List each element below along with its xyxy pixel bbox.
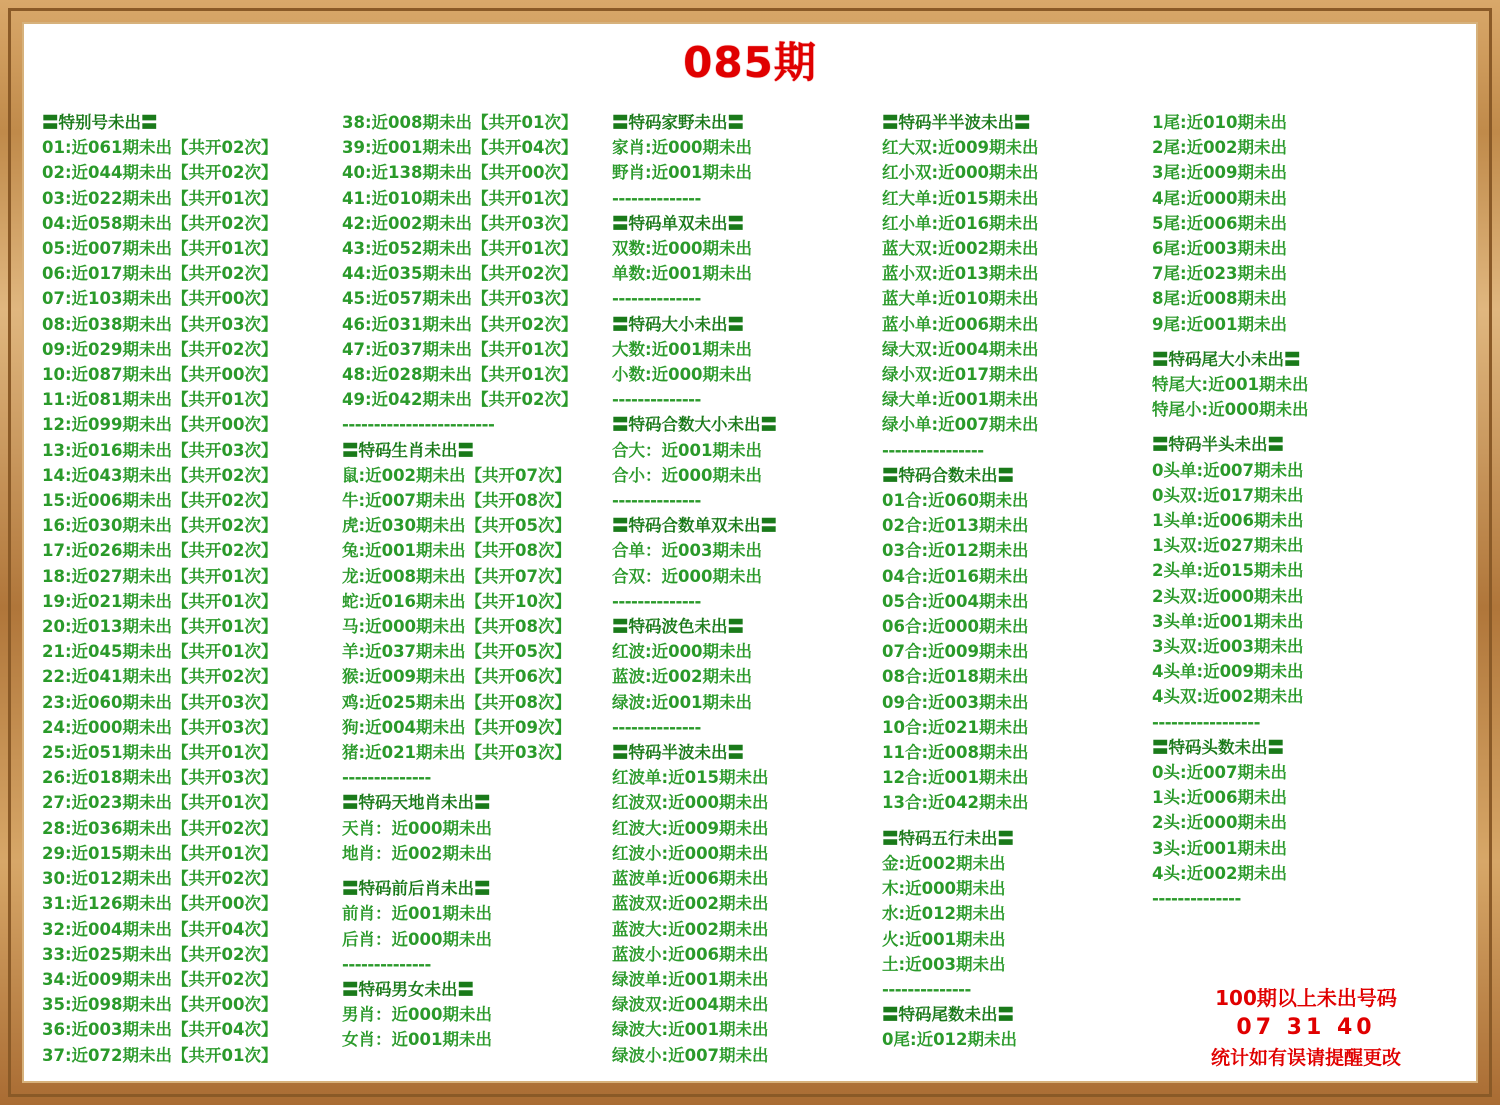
stat-line: 16:近030期未出【共开02次】 [42, 516, 278, 536]
stat-line: 绿波:近001期未出 [612, 692, 753, 712]
stat-line: 5尾:近006期未出 [1152, 213, 1288, 233]
divider-dashes: ----------------- [1152, 712, 1260, 732]
section-header: 〓特码大小未出〓 [612, 314, 744, 334]
stat-line: 红波单:近015期未出 [612, 768, 769, 788]
stat-line: 红波双:近000期未出 [612, 793, 769, 813]
stat-line: 后肖：近000期未出 [342, 929, 492, 949]
divider-dashes: ---------------- [882, 440, 984, 460]
column-4 [882, 110, 1152, 1077]
stat-line: 01合:近060期未出 [882, 491, 1029, 511]
stat-line: 牛:近007期未出【共开08次】 [342, 491, 572, 511]
stat-line: 04合:近016期未出 [882, 566, 1029, 586]
stat-line: 蓝波双:近002期未出 [612, 894, 769, 914]
stat-line: 19:近021期未出【共开01次】 [42, 591, 278, 611]
stat-line: 3头:近001期未出 [1152, 838, 1288, 858]
stat-line: 1头:近006期未出 [1152, 788, 1288, 808]
stat-line: 1尾:近010期未出 [1152, 113, 1288, 132]
stat-line: 蓝波小:近006期未出 [612, 944, 769, 964]
stat-line: 20:近013期未出【共开01次】 [42, 617, 278, 637]
stat-line: 10合:近021期未出 [882, 717, 1029, 737]
stat-line: 合单：近003期未出 [612, 541, 762, 561]
divider-dashes: ------------------------ [342, 415, 495, 435]
stat-line: 30:近012期未出【共开02次】 [42, 869, 278, 889]
stat-line: 39:近001期未出【共开04次】 [342, 138, 578, 158]
stat-line: 绿波双:近004期未出 [612, 995, 769, 1015]
section-header: 〓特码合数单双未出〓 [612, 516, 777, 536]
page-content [22, 22, 1478, 1083]
stat-line: 47:近037期未出【共开01次】 [342, 339, 578, 359]
stat-line: 天肖：近000期未出 [342, 818, 492, 838]
stat-line: 08:近038期未出【共开03次】 [42, 314, 278, 334]
stat-line: 蓝大双:近002期未出 [882, 239, 1039, 259]
footer-numbers: 07 31 40 [1236, 1015, 1376, 1040]
stat-line: 马:近000期未出【共开08次】 [342, 617, 572, 637]
stat-line: 男肖：近000期未出 [342, 1005, 492, 1025]
stat-line: 18:近027期未出【共开01次】 [42, 566, 278, 586]
stat-line: 2头:近000期未出 [1152, 813, 1288, 833]
stat-line: 06合:近000期未出 [882, 617, 1029, 637]
stat-line: 26:近018期未出【共开03次】 [42, 768, 278, 788]
stat-line: 4尾:近000期未出 [1152, 188, 1288, 208]
stat-line: 33:近025期未出【共开02次】 [42, 944, 278, 964]
stat-line: 27:近023期未出【共开01次】 [42, 793, 278, 813]
stat-line: 21:近045期未出【共开01次】 [42, 642, 278, 662]
spacer [1152, 422, 1442, 432]
divider-dashes: -------------- [1152, 889, 1241, 909]
stat-line: 48:近028期未出【共开01次】 [342, 365, 578, 385]
section-header: 〓特别号未出〓 [42, 113, 158, 132]
section-header: 〓特码波色未出〓 [612, 617, 744, 637]
stat-line: 2头双:近000期未出 [1152, 586, 1304, 606]
stat-line: 40:近138期未出【共开00次】 [342, 163, 578, 183]
section-header: 〓特码尾数未出〓 [882, 1005, 1014, 1025]
stat-line: 36:近003期未出【共开04次】 [42, 1020, 278, 1040]
stat-line: 09:近029期未出【共开02次】 [42, 339, 278, 359]
stat-line: 7尾:近023期未出 [1152, 264, 1288, 284]
stat-line: 45:近057期未出【共开03次】 [342, 289, 578, 309]
stat-line: 37:近072期未出【共开01次】 [42, 1045, 278, 1065]
section-header: 〓特码合数未出〓 [882, 465, 1014, 485]
stat-line: 41:近010期未出【共开01次】 [342, 188, 578, 208]
stat-line: 特尾小:近000期未出 [1152, 400, 1309, 420]
stat-line: 03:近022期未出【共开01次】 [42, 188, 278, 208]
stat-line: 狗:近004期未出【共开09次】 [342, 717, 572, 737]
stat-line: 双数:近000期未出 [612, 239, 753, 259]
stat-line: 05:近007期未出【共开01次】 [42, 239, 278, 259]
columns-container [42, 110, 1466, 1077]
stat-line: 4头双:近002期未出 [1152, 687, 1304, 707]
stat-line: 木:近000期未出 [882, 879, 1006, 899]
section-header: 〓特码半半波未出〓 [882, 113, 1031, 132]
spacer [882, 816, 1152, 826]
stat-line: 合双：近000期未出 [612, 566, 762, 586]
stat-line: 08合:近018期未出 [882, 667, 1029, 687]
stat-line: 29:近015期未出【共开01次】 [42, 843, 278, 863]
stat-line: 44:近035期未出【共开02次】 [342, 264, 578, 284]
section-header: 〓特码前后肖未出〓 [342, 879, 491, 899]
stat-line: 14:近043期未出【共开02次】 [42, 465, 278, 485]
stat-line: 1头单:近006期未出 [1152, 511, 1304, 531]
stat-line: 蓝小双:近013期未出 [882, 264, 1039, 284]
column-3 [612, 110, 882, 1077]
stat-line: 09合:近003期未出 [882, 692, 1029, 712]
stat-line: 38:近008期未出【共开01次】 [342, 113, 578, 132]
stat-line: 13:近016期未出【共开03次】 [42, 440, 278, 460]
stat-line: 35:近098期未出【共开00次】 [42, 995, 278, 1015]
stat-line: 04:近058期未出【共开02次】 [42, 213, 278, 233]
stat-line: 8尾:近008期未出 [1152, 289, 1288, 309]
stat-line: 11合:近008期未出 [882, 743, 1029, 763]
stat-line: 蓝波单:近006期未出 [612, 869, 769, 889]
divider-dashes: -------------- [342, 768, 431, 788]
divider-dashes: -------------- [612, 491, 701, 511]
stat-line: 家肖:近000期未出 [612, 138, 753, 158]
stat-line: 2尾:近002期未出 [1152, 138, 1288, 158]
stat-line: 红大双:近009期未出 [882, 138, 1039, 158]
stat-line: 4头单:近009期未出 [1152, 662, 1304, 682]
divider-dashes: -------------- [882, 979, 971, 999]
column-5 [1152, 110, 1442, 1077]
stat-line: 06:近017期未出【共开02次】 [42, 264, 278, 284]
divider-dashes: -------------- [612, 188, 701, 208]
stat-line: 合大：近001期未出 [612, 440, 762, 460]
stat-line: 22:近041期未出【共开02次】 [42, 667, 278, 687]
section-header: 〓特码家野未出〓 [612, 113, 744, 132]
stat-line: 绿小单:近007期未出 [882, 415, 1039, 435]
stat-line: 42:近002期未出【共开03次】 [342, 213, 578, 233]
stat-line: 3头双:近003期未出 [1152, 637, 1304, 657]
stat-line: 金:近002期未出 [882, 853, 1006, 873]
stat-line: 猴:近009期未出【共开06次】 [342, 667, 572, 687]
column-2 [342, 110, 612, 1077]
stat-line: 43:近052期未出【共开01次】 [342, 239, 578, 259]
footer-line-3: 统计如有误请提醒更改 [1210, 1047, 1401, 1069]
section-header: 〓特码半头未出〓 [1152, 435, 1284, 455]
stat-line: 12:近099期未出【共开00次】 [42, 415, 278, 435]
stat-line: 龙:近008期未出【共开07次】 [342, 566, 572, 586]
stat-line: 03合:近012期未出 [882, 541, 1029, 561]
stat-line: 3尾:近009期未出 [1152, 163, 1288, 183]
divider-dashes: -------------- [612, 717, 701, 737]
stat-line: 25:近051期未出【共开01次】 [42, 743, 278, 763]
section-header: 〓特码五行未出〓 [882, 828, 1014, 848]
stat-line: 17:近026期未出【共开02次】 [42, 541, 278, 561]
section-header: 〓特码合数大小未出〓 [612, 415, 777, 435]
stat-line: 红大单:近015期未出 [882, 188, 1039, 208]
stat-line: 红小双:近000期未出 [882, 163, 1039, 183]
stat-line: 绿波小:近007期未出 [612, 1045, 769, 1065]
stat-line: 15:近006期未出【共开02次】 [42, 491, 278, 511]
column-1 [42, 110, 342, 1077]
stat-line: 0头:近007期未出 [1152, 763, 1288, 783]
section-header: 〓特码生肖未出〓 [342, 440, 474, 460]
section-header: 〓特码半波未出〓 [612, 743, 744, 763]
stat-line: 0尾:近012期未出 [882, 1030, 1018, 1050]
page-title: 085期 [683, 38, 817, 87]
stat-line: 绿波单:近001期未出 [612, 969, 769, 989]
stat-line: 蛇:近016期未出【共开10次】 [342, 591, 572, 611]
stat-line: 红波:近000期未出 [612, 642, 753, 662]
stat-line: 12合:近001期未出 [882, 768, 1029, 788]
stat-line: 红波小:近000期未出 [612, 843, 769, 863]
stat-line: 女肖：近001期未出 [342, 1030, 492, 1050]
stat-line: 6尾:近003期未出 [1152, 239, 1288, 259]
footer-note [1156, 983, 1456, 1073]
stat-line: 鼠:近002期未出【共开07次】 [342, 465, 572, 485]
stat-line: 0头双:近017期未出 [1152, 485, 1304, 505]
stat-line: 小数:近000期未出 [612, 365, 753, 385]
stat-line: 9尾:近001期未出 [1152, 314, 1288, 334]
stat-line: 2头单:近015期未出 [1152, 561, 1304, 581]
stat-line: 鸡:近025期未出【共开08次】 [342, 692, 572, 712]
stat-line: 24:近000期未出【共开03次】 [42, 717, 278, 737]
spacer [342, 866, 612, 876]
stat-line: 兔:近001期未出【共开08次】 [342, 541, 572, 561]
footer-line-1: 100期以上未出号码 [1215, 986, 1397, 1010]
stat-line: 蓝波大:近002期未出 [612, 919, 769, 939]
stat-line: 蓝波:近002期未出 [612, 667, 753, 687]
stat-line: 10:近087期未出【共开00次】 [42, 365, 278, 385]
divider-dashes: -------------- [342, 954, 431, 974]
stat-line: 绿波大:近001期未出 [612, 1020, 769, 1040]
stat-line: 前肖：近001期未出 [342, 904, 492, 924]
stat-line: 01:近061期未出【共开02次】 [42, 138, 278, 158]
stat-line: 猪:近021期未出【共开03次】 [342, 743, 572, 763]
stat-line: 红波大:近009期未出 [612, 818, 769, 838]
divider-dashes: -------------- [612, 591, 701, 611]
stat-line: 07合:近009期未出 [882, 642, 1029, 662]
stat-line: 特尾大:近001期未出 [1152, 375, 1309, 395]
stat-line: 02合:近013期未出 [882, 516, 1029, 536]
section-header: 〓特码单双未出〓 [612, 213, 744, 233]
stat-line: 合小：近000期未出 [612, 465, 762, 485]
stat-line: 49:近042期未出【共开02次】 [342, 390, 578, 410]
stat-line: 0头单:近007期未出 [1152, 460, 1304, 480]
stat-line: 3头单:近001期未出 [1152, 611, 1304, 631]
stat-line: 虎:近030期未出【共开05次】 [342, 516, 572, 536]
stat-line: 02:近044期未出【共开02次】 [42, 163, 278, 183]
section-header: 〓特码男女未出〓 [342, 979, 474, 999]
stat-line: 红小单:近016期未出 [882, 213, 1039, 233]
stat-line: 绿小双:近017期未出 [882, 365, 1039, 385]
stat-line: 07:近103期未出【共开00次】 [42, 289, 278, 309]
stat-line: 23:近060期未出【共开03次】 [42, 692, 278, 712]
spacer [1152, 337, 1442, 347]
stat-line: 绿大双:近004期未出 [882, 339, 1039, 359]
stat-line: 34:近009期未出【共开02次】 [42, 969, 278, 989]
section-header: 〓特码头数未出〓 [1152, 737, 1284, 757]
stat-line: 32:近004期未出【共开04次】 [42, 919, 278, 939]
stat-line: 05合:近004期未出 [882, 591, 1029, 611]
section-header: 〓特码天地肖未出〓 [342, 793, 491, 813]
stat-line: 单数:近001期未出 [612, 264, 753, 284]
stat-line: 蓝小单:近006期未出 [882, 314, 1039, 334]
stat-line: 羊:近037期未出【共开05次】 [342, 642, 572, 662]
stat-line: 绿大单:近001期未出 [882, 390, 1039, 410]
stat-line: 水:近012期未出 [882, 904, 1006, 924]
stat-line: 13合:近042期未出 [882, 793, 1029, 813]
divider-dashes: -------------- [612, 390, 701, 410]
stat-line: 火:近001期未出 [882, 929, 1006, 949]
section-header: 〓特码尾大小未出〓 [1152, 349, 1301, 369]
stat-line: 地肖：近002期未出 [342, 843, 492, 863]
stat-line: 蓝大单:近010期未出 [882, 289, 1039, 309]
divider-dashes: -------------- [612, 289, 701, 309]
stat-line: 46:近031期未出【共开02次】 [342, 314, 578, 334]
stat-line: 11:近081期未出【共开01次】 [42, 390, 278, 410]
stat-line: 28:近036期未出【共开02次】 [42, 818, 278, 838]
stat-line: 1头双:近027期未出 [1152, 536, 1304, 556]
stat-line: 野肖:近001期未出 [612, 163, 753, 183]
stat-line: 31:近126期未出【共开00次】 [42, 894, 278, 914]
stat-line: 大数:近001期未出 [612, 339, 753, 359]
stat-line: 土:近003期未出 [882, 954, 1006, 974]
stat-line: 4头:近002期未出 [1152, 863, 1288, 883]
